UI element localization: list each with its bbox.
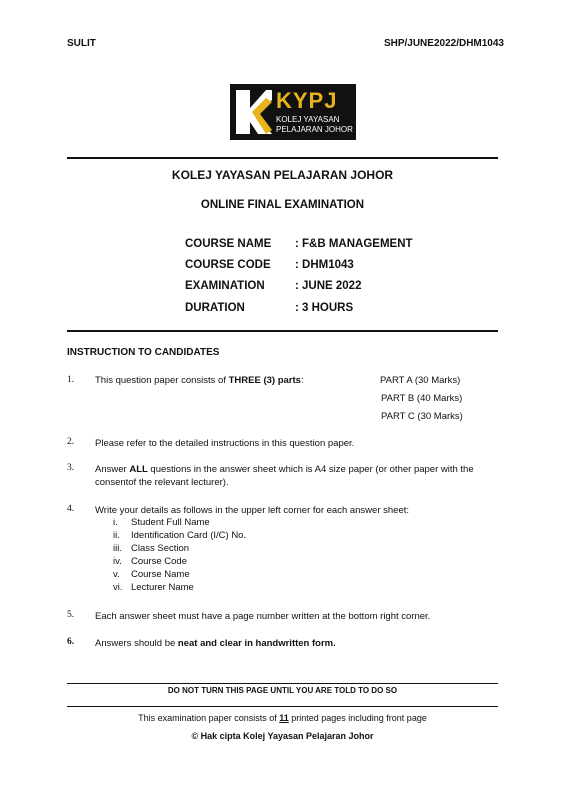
exam-title: ONLINE FINAL EXAMINATION [200,199,365,211]
instruction-2-number: 2. [67,437,75,447]
course-name-label: COURSE NAME [185,238,272,250]
part-a: PART A (30 Marks) [380,375,461,386]
logo-line2: PELAJARAN JOHOR [276,125,353,134]
instructions-heading: INSTRUCTION TO CANDIDATES [67,347,220,358]
course-code-value: : DHM1043 [295,259,354,271]
divider-footer-top [67,683,498,684]
detail-item-4: iv. Course Code [113,556,187,567]
instruction-5-number: 5. [67,610,75,620]
header-right: SHP/JUNE2022/DHM1043 [383,38,504,49]
part-b: PART B (40 Marks) [381,393,463,404]
detail-item-5: v. Course Name [113,569,190,580]
instruction-4-text: Write your details as follows in the upper left corner for each answer sheet: [95,505,410,516]
institution-name: KOLEJ YAYASAN PELAJARAN JOHOR [171,168,394,182]
instruction-6-number: 6. [67,637,75,647]
duration-label: DURATION [185,302,245,314]
divider-mid [67,330,498,332]
examination-value: : JUNE 2022 [295,280,362,292]
examination-label: EXAMINATION [185,280,265,292]
instruction-2-text: Please refer to the detailed instructions in this question paper. [95,438,355,449]
part-c: PART C (30 Marks) [381,411,463,422]
logo-text: KYPJ [276,88,338,113]
instruction-1-text: This question paper consists of THREE (3) parts: [95,375,304,386]
detail-item-1: i. Student Full Name [113,517,210,528]
page-count-note: This examination paper consists of 11 printed pages including front page [138,713,427,723]
kypj-logo [230,84,356,140]
instruction-4-number: 4. [67,504,75,514]
kypj-logo-mark-icon [236,90,272,134]
copyright: © Hak cipta Kolej Yayasan Pelajaran Johor [191,731,374,741]
instruction-3-text: Answer ALL questions in the answer sheet which is A4 size paper (or other paper with the consentof the relevant lecturer). [95,464,474,488]
detail-item-2: ii. Identification Card (I/C) No. [113,530,247,541]
detail-item-6: vi. Lecturer Name [113,582,194,593]
detail-item-3: iii. Class Section [113,543,190,554]
header-left: SULIT [67,38,96,49]
instruction-3-number: 3. [67,463,75,473]
do-not-turn-warning: DO NOT TURN THIS PAGE UNTIL YOU ARE TOLD TO DO SO [167,686,398,695]
divider-top [67,157,498,159]
divider-footer-bottom [67,706,498,707]
instruction-5-text: Each answer sheet must have a page number written at the bottom right corner. [95,611,431,622]
logo-line1: KOLEJ YAYASAN [276,115,340,124]
duration-value: : 3 HOURS [295,302,354,314]
instruction-6-text: Answers should be neat and clear in handwritten form. [95,638,336,649]
instruction-1-number: 1. [67,375,75,385]
course-code-label: COURSE CODE [185,259,271,271]
course-name-value: : F&B MANAGEMENT [295,238,413,250]
